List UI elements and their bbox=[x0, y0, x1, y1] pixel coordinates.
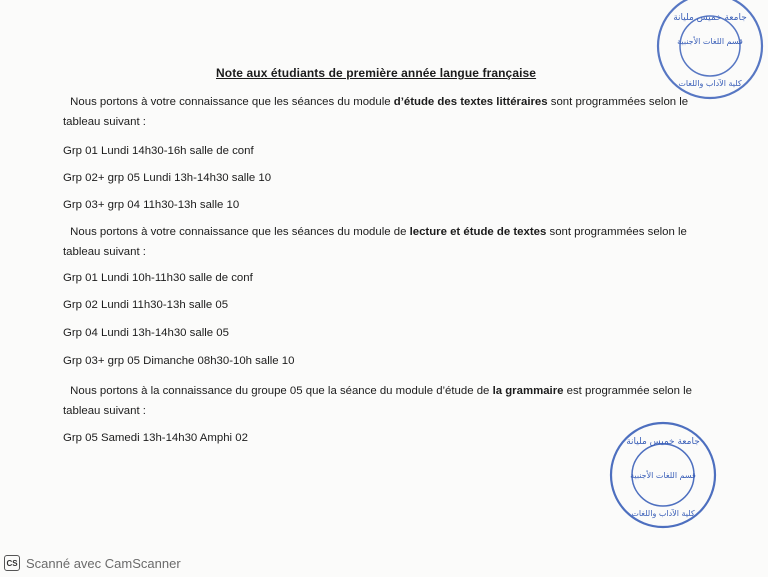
schedule-2-line: Grp 01 Lundi 10h-11h30 salle de conf bbox=[63, 272, 253, 284]
paragraph-1-module-name: d’étude des textes littéraires bbox=[393, 96, 548, 108]
svg-text:قسم اللغات الأجنبية: قسم اللغات الأجنبية bbox=[630, 471, 696, 480]
paragraph-3-module-name: la grammaire bbox=[492, 385, 564, 397]
camscanner-text: Scanné avec CamScanner bbox=[26, 555, 181, 571]
svg-text:جامعة خميس مليانة: جامعة خميس مليانة bbox=[673, 13, 747, 23]
svg-text:كلية الآداب واللغات: كلية الآداب واللغات bbox=[678, 79, 742, 88]
camscanner-footer bbox=[0, 551, 181, 575]
paragraph-2-text-before: Nous portons à votre connaissance que les séances du module de bbox=[70, 226, 410, 238]
paragraph-3-text-before: Nous portons à la connaissance du groupe 05 que la séance du module d’étude de bbox=[70, 385, 493, 397]
schedule-3-line: Grp 05 Samedi 13h-14h30 Amphi 02 bbox=[63, 432, 248, 444]
paragraph-3-text-after: est programmée selon le tableau suivant : bbox=[63, 385, 693, 417]
paragraph-1-text-after: sont programmées selon le tableau suivant : bbox=[63, 96, 689, 128]
university-stamp-bottom bbox=[605, 420, 721, 530]
schedule-1-line: Grp 02+ grp 05 Lundi 13h-14h30 salle 10 bbox=[63, 172, 272, 184]
intro-paragraph-1 bbox=[63, 92, 723, 132]
svg-text:قسم اللغات الأجنبية: قسم اللغات الأجنبية bbox=[677, 37, 743, 46]
schedule-2-line: Grp 04 Lundi 13h-14h30 salle 05 bbox=[63, 327, 229, 339]
intro-paragraph-2 bbox=[63, 222, 723, 262]
camscanner-logo-icon: CS bbox=[4, 555, 20, 571]
paragraph-2-text-after: sont programmées selon le tableau suivant : bbox=[63, 226, 687, 258]
svg-text:جامعة خميس مليانة: جامعة خميس مليانة bbox=[626, 437, 700, 447]
schedule-2-line: Grp 02 Lundi 11h30-13h salle 05 bbox=[63, 299, 229, 311]
schedule-1-line: Grp 01 Lundi 14h30-16h salle de conf bbox=[63, 145, 254, 157]
svg-text:كلية الآداب واللغات: كلية الآداب واللغات bbox=[631, 509, 695, 518]
document-title: Note aux étudiants de première année langue française bbox=[216, 66, 537, 80]
schedule-2-line: Grp 03+ grp 05 Dimanche 08h30-10h salle 10 bbox=[63, 355, 295, 367]
schedule-1-line: Grp 03+ grp 04 11h30-13h salle 10 bbox=[63, 199, 240, 211]
university-stamp-top bbox=[648, 0, 766, 104]
paragraph-2-module-name: lecture et étude de textes bbox=[409, 226, 547, 238]
intro-paragraph-3 bbox=[63, 381, 718, 421]
paragraph-1-text-before: Nous portons à votre connaissance que les séances du module bbox=[70, 96, 394, 108]
